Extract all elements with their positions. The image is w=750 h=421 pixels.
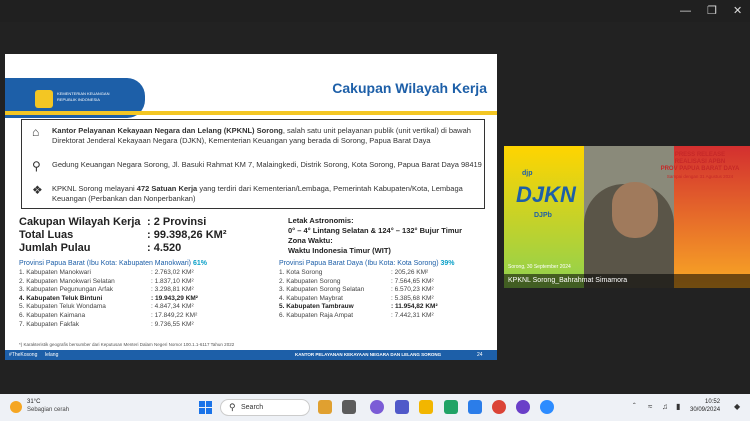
regency-name: 6. Kabupaten Raja Ampat: [279, 311, 354, 319]
regency-name: 4. Kabupaten Maybrat: [279, 294, 343, 302]
province-name: Provinsi Papua Barat (Ibu Kota: Kabupaten Manokwari): [19, 260, 191, 267]
stat-row: [19, 216, 226, 229]
weather-sun-icon[interactable]: [10, 401, 22, 413]
close-icon[interactable]: ✕: [733, 5, 743, 17]
info-desc-kpknl: , salah satu unit pelayanan publik (unit vertikal) di bawah Direktorat Jenderal Kekayaan Negara (DJKN), Kementerian Keuangan yang berada di Sorong, Papua Barat Daya: [52, 126, 471, 145]
astro-block: [288, 216, 462, 256]
search-placeholder: Search: [241, 404, 264, 411]
info-text-kpknl: [52, 126, 482, 146]
notification-icon[interactable]: ◆: [734, 402, 741, 411]
list-item: [279, 286, 489, 295]
province-pct: 39%: [440, 260, 455, 267]
info-row-address: [28, 159, 482, 182]
regency-name: 1. Kabupaten Manokwari: [19, 269, 91, 276]
clock[interactable]: [690, 398, 720, 414]
taskbar-app-icon[interactable]: [318, 400, 332, 414]
list-item: [279, 269, 489, 278]
djp-logo: djp: [522, 170, 533, 177]
regency-name: 5. Kabupaten Teluk Wondama: [19, 303, 106, 311]
list-item: [19, 312, 267, 321]
regency-name: 2. Kabupaten Sorong: [279, 277, 341, 285]
wifi-icon[interactable]: ≈: [648, 402, 653, 411]
astro-value: 0° – 4° Lintang Selatan & 124° – 132° Bujur Timur: [288, 226, 462, 235]
province-papua-barat: [19, 260, 267, 329]
info-row-satker: [28, 184, 468, 206]
regency-name: 6. Kabupaten Kaimana: [19, 311, 86, 319]
taskbar: [0, 394, 750, 421]
stat-value: : 99.398,26 KM²: [147, 229, 227, 241]
stat-label: Jumlah Pulau: [19, 242, 91, 254]
window-titlebar: [0, 0, 750, 22]
weather-temp[interactable]: 31°C: [27, 399, 41, 405]
regency-name: 2. Kabupaten Manokwari Selatan: [19, 277, 115, 285]
djkn-logo: DJKN: [516, 182, 576, 207]
regency-name: 3. Kabupaten Sorong Selatan: [279, 286, 365, 294]
list-item: [19, 303, 267, 312]
restore-icon[interactable]: ❐: [707, 5, 717, 17]
info-bold-satker: 472 Satuan Kerja: [136, 184, 198, 193]
meeting-stage: [0, 22, 750, 394]
start-button[interactable]: [199, 401, 212, 414]
search-icon: ⚲: [229, 402, 236, 412]
slide-footer: [5, 350, 497, 360]
astro-title: Letak Astronomis:: [288, 216, 354, 225]
list-item: [19, 295, 267, 304]
clock-time: 10:52: [705, 399, 721, 405]
stat-value: : 2 Provinsi: [147, 216, 207, 228]
regency-area: : 4.847,34 KM²: [151, 303, 194, 311]
chrome-icon[interactable]: [492, 400, 506, 414]
info-box: [21, 119, 485, 209]
teams-icon[interactable]: [395, 400, 409, 414]
province-pct: 61%: [192, 260, 207, 267]
zone-value: Waktu Indonesia Timur (WIT): [288, 246, 391, 255]
info-text-satker: [52, 184, 482, 204]
regency-list: [279, 269, 489, 321]
list-item: [279, 303, 489, 312]
regency-area: : 19.943,29 KM²: [151, 294, 198, 302]
regency-area: : 205,26 KM²: [391, 269, 429, 276]
search-box[interactable]: [220, 399, 310, 416]
info-desc-satker: yang terdiri dari Kementerian/Lembaga, Pemerintah Kabupaten/Kota, Lembaga Keuangan (Perbankan dan Nonperbankan): [52, 184, 463, 203]
regency-area: : 5.385,68 KM²: [391, 294, 434, 302]
taskbar-app-icon[interactable]: [342, 400, 356, 414]
weather-desc[interactable]: Sebagian cerah: [27, 407, 70, 413]
info-bold-kpknl: Kantor Pelayanan Kekayaan Negara dan Lelang (KPKNL) Sorong: [52, 126, 283, 135]
regency-area: : 11.954,82 KM²: [391, 303, 438, 311]
regency-name: 1. Kota Sorong: [279, 269, 323, 276]
press-line: PRESS RELEASE: [674, 152, 726, 158]
footer-hashtag: #TheKosong: [9, 352, 38, 358]
kemenkeu-logo-icon: [35, 90, 53, 108]
regency-name: 3. Kabupaten Pegunungan Arfak: [19, 286, 113, 294]
network-icon: ❖: [32, 183, 43, 197]
participant-face: [612, 182, 658, 238]
list-item: [19, 321, 267, 330]
regency-area: : 7.564,65 KM²: [391, 277, 434, 285]
list-item: [279, 278, 489, 287]
zoom-icon[interactable]: [540, 400, 554, 414]
slide-title: [332, 80, 487, 96]
list-item: [279, 312, 489, 321]
regency-area: : 6.570,23 KM²: [391, 286, 434, 294]
info-row-kpknl: [28, 125, 471, 156]
regency-name: 7. Kabupaten Fakfak: [19, 320, 79, 328]
regency-area: : 9.736,55 KM²: [151, 320, 194, 328]
list-item: [19, 269, 267, 278]
footer-office-name: KANTOR PELAYANAN KEKAYAAN NEGARA DAN LELANG SORONG: [295, 352, 442, 357]
taskbar-app-icon[interactable]: [370, 400, 384, 414]
battery-icon[interactable]: ▮: [676, 402, 681, 411]
clock-date: 30/09/2024: [690, 407, 721, 413]
province-head: [279, 260, 489, 267]
regency-name: 4. Kabupaten Teluk Bintuni: [19, 294, 103, 302]
zone-title: Zona Waktu:: [288, 236, 333, 245]
slide-title-part2: Wilayah Kerja: [395, 80, 487, 96]
info-desc-address: Gedung Keuangan Negara Sorong, Jl. Basuki Rahmat KM 7, Malaingkedi, Distrik Sorong, Kota Sorong, Papua Barat Daya 98419: [52, 160, 482, 169]
participant-video[interactable]: [504, 146, 750, 288]
press-line: PROV PAPUA BARAT DAYA: [660, 166, 740, 172]
file-explorer-icon[interactable]: [419, 400, 433, 414]
header-bar: [5, 111, 497, 115]
regency-area: : 7.442,31 KM²: [391, 311, 434, 319]
province-papua-barat-daya: [279, 260, 489, 321]
stat-label: Cakupan Wilayah Kerja: [19, 216, 141, 228]
info-pre-satker: KPKNL Sorong melayani: [52, 184, 137, 193]
footer-tag: lelang: [45, 352, 59, 358]
list-item: [279, 295, 489, 304]
list-item: [19, 278, 267, 287]
chevron-up-icon[interactable]: ˆ: [633, 402, 636, 411]
regency-list: [19, 269, 267, 329]
djpb-logo: DJPb: [534, 212, 552, 219]
video-date: Sorong, 30 September 2024: [508, 264, 571, 270]
stat-row: [19, 242, 226, 255]
stat-value: : 4.520: [147, 242, 182, 254]
regency-name: 5. Kabupaten Tambrauw: [279, 303, 354, 311]
press-line: Sampai dengan 31 Agustus 2024: [666, 174, 734, 179]
page-number: 24: [477, 352, 483, 358]
taskbar-app-icon[interactable]: [516, 400, 530, 414]
list-item: [19, 286, 267, 295]
stat-row: [19, 229, 226, 242]
participant-name: KPKNL Sorong_Bahrahmat Simamora: [504, 274, 750, 288]
location-pin-icon: ⚲: [32, 159, 41, 173]
province-head: [19, 260, 267, 267]
regency-area: : 17.849,22 KM²: [151, 311, 198, 319]
taskbar-app-icon[interactable]: [444, 400, 458, 414]
regency-area: : 3.298,81 KM²: [151, 286, 194, 294]
footnote: *) Karakteristik geografis bersumber dari Keputusan Menteri Dalam Negeri Nomor 100.1.1-6117 Tahun 2022: [19, 342, 235, 347]
press-release-text: [654, 152, 746, 180]
org-name-line1: KEMENTERIAN KEUANGAN: [57, 91, 110, 96]
minimize-icon[interactable]: —: [680, 5, 691, 17]
volume-icon[interactable]: ♫: [662, 402, 668, 411]
slide-title-part1: Cakupan: [332, 80, 392, 96]
building-icon: ⌂: [32, 125, 40, 139]
province-name: Provinsi Papua Barat Daya (Ibu Kota: Kota Sorong): [279, 260, 439, 267]
stats-block: [19, 216, 226, 255]
regency-area: : 1.837,10 KM²: [151, 277, 194, 285]
stat-label: Total Luas: [19, 229, 74, 241]
regency-area: : 2.763,02 KM²: [151, 269, 194, 276]
shared-slide: [5, 54, 497, 360]
org-name: [57, 91, 137, 103]
taskbar-app-icon[interactable]: [468, 400, 482, 414]
org-name-line2: REPUBLIK INDONESIA: [57, 97, 100, 102]
press-line: REALISASI APBN: [674, 159, 726, 165]
